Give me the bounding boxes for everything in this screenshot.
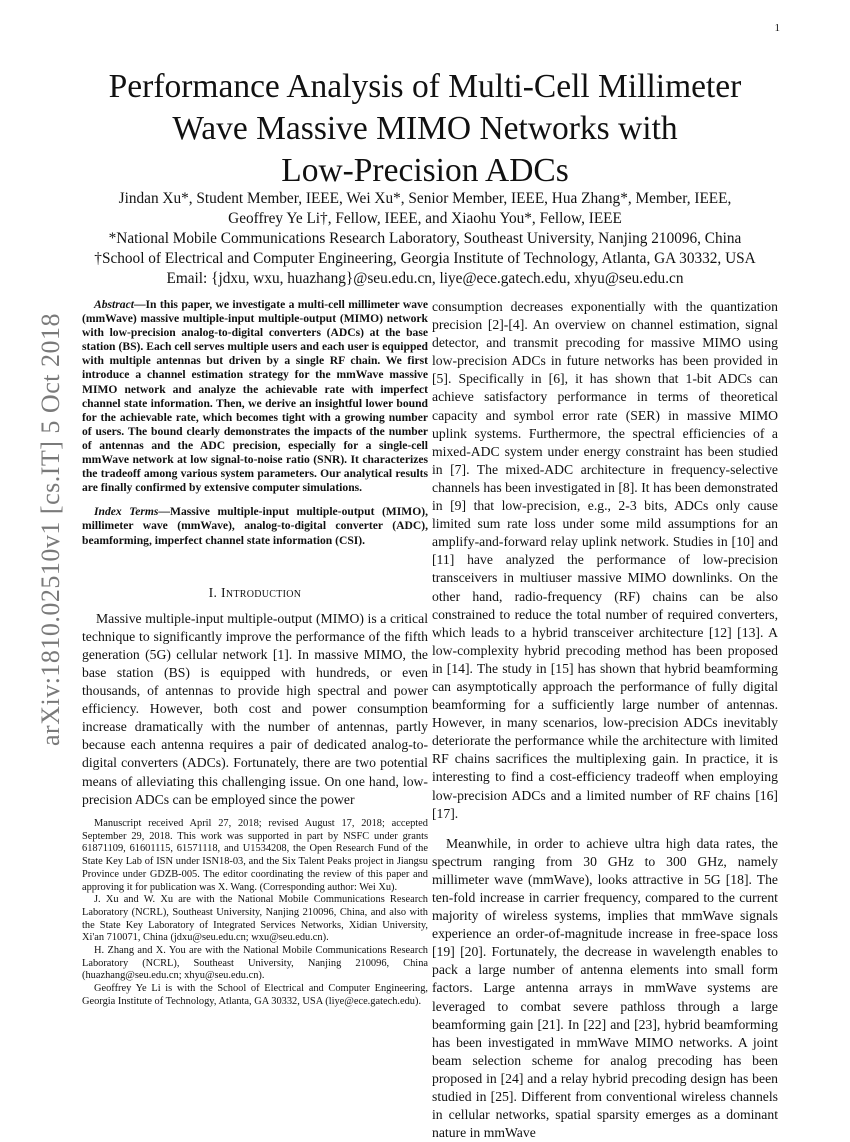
left-column	[82, 298, 428, 809]
abstract-text: —In this paper, we investigate a multi-cell millimeter wave (mmWave) massive multiple-input multiple-output (MIMO) network with low-precision analog-to-digital converters (ADCs) at the base station (BS). Each cell serves multiple users and each user is equipped with multiple antennas but driven by a single RF chain. We first introduce a channel estimation strategy for the mmWave massive MIMO network and analyze the achievable rate with imperfect channel state information. Then, we derive an insightful lower bound for the achievable rate, which becomes tight with a growing number of users. The bound clearly demonstrates the impacts of the number of antennas and the ADC precision, especially for a single-cell mmWave network at low signal-to-noise ratio (SNR). It characterizes the tradeoff among various system parameters. Our analytical results are finally confirmed by extensive computer simulations.	[82, 298, 428, 495]
arxiv-identifier: arXiv:1810.02510v1 [cs.IT] 5 Oct 2018	[36, 313, 65, 746]
author-line: Jindan Xu*, Student Member, IEEE, Wei Xu*, Senior Member, IEEE, Hua Zhang*, Member, IEEE,	[118, 190, 732, 207]
index-terms-label: Index Terms	[94, 505, 159, 519]
email-line: Email: {jdxu, wxu, huazhang}@seu.edu.cn, liye@ece.gatech.edu, xhyu@seu.edu.cn	[166, 270, 684, 287]
author-line: Geoffrey Ye Li†, Fellow, IEEE, and Xiaohu You*, Fellow, IEEE	[228, 210, 622, 227]
section-heading: I. Introduction	[208, 584, 302, 600]
body-paragraph: Meanwhile, in order to achieve ultra high data rates, the spectrum ranging from 30 GHz to 300 GHz, namely millimeter wave (mmWave), looks attractive in 5G [18]. The ten-fold increase in carrier frequency, compared to the current majority of wireless systems, implies that mmWave signals experience an order-of-magnitude increase in free-space loss [19] [20]. Fortunately, the decrease in wavelength enables to pack a large number of antenna elements into small form factors. Large antenna arrays in mmWave systems are leveraged to combat severe pathloss through a large beamforming gain [21]. In [22] and [23], hybrid beamforming has been investigated in mmWave MIMO networks. A joint beam selection scheme for analog precoding has been proposed in [24] and a relay hybrid precoding design has been studied in [25]. Different from conventional wireless channels in cellular networks, spatial sparsity emerges as a dominant nature in mmWave	[432, 835, 778, 1141]
index-terms	[82, 505, 428, 547]
author-block	[60, 189, 790, 289]
affiliation-line: †School of Electrical and Computer Engineering, Georgia Institute of Technology, Atlanta, GA 30332, USA	[94, 250, 756, 267]
footnote: J. Xu and W. Xu are with the National Mobile Communications Research Laboratory (NCRL), Southeast University, Nanjing 210096, China, and also with the State Key Laboratory of Integrated Services Networks, Xidian University, Xi'an 710071, China (jdxu@seu.edu.cn; wxu@seu.edu.cn).	[82, 894, 428, 944]
abstract-label: Abstract	[94, 298, 134, 311]
index-terms-text: —Massive multiple-input multiple-output (MIMO), millimeter wave (mmWave), analog-to-digital converter (ADC), beamforming, imperfect channel state information (CSI).	[82, 505, 428, 547]
page-number: 1	[774, 22, 780, 34]
body-paragraph: Massive multiple-input multiple-output (MIMO) is a critical technique to significantly improve the performance of the fifth generation (5G) cellular network [1]. In massive MIMO, the base station (BS) is equipped with hundreds, or even thousands, of antennas to provide high spectral and power efficiency. However, both cost and power consumption increase dramatically with the number of antennas, partly because each antenna requires a pair of dedicated analog-to-digital converters (ADCs). Fortunately, there are two potential means of alleviating this challenging issue. On one hand, low-precision ADCs can be employed since the power	[82, 610, 428, 807]
footnote: Manuscript received April 27, 2018; revised August 17, 2018; accepted September 29, 2018. This work was supported in part by NSFC under grants 61871109, 61601115, 61571118, and U1534208, the Open Research Fund of the State Key Lab of ISN under ISN18-03, and the Six Talent Peaks project in Jiangsu Province under GDZB-005. The editor coordinating the review of this paper and approving it for publication was X. Wang. (Corresponding author: Wei Xu).	[82, 818, 428, 893]
right-column	[432, 298, 778, 1142]
footnotes	[82, 818, 428, 1009]
paper-title	[60, 66, 790, 192]
affiliation-line: *National Mobile Communications Research Laboratory, Southeast University, Nanjing 210096, China	[108, 230, 742, 247]
abstract	[82, 298, 428, 495]
footnote: Geoffrey Ye Li is with the School of Electrical and Computer Engineering, Georgia Institute of Technology, Atlanta, GA 30332, USA (liye@ece.gatech.edu).	[82, 983, 428, 1007]
body-paragraph: consumption decreases exponentially with the quantization precision [2]-[4]. An overview on channel estimation, signal detector, and transmit precoding for massive MIMO using low-precision ADCs in future networks has been provided in [5]. Specifically in [6], it has shown that 1-bit ADCs can achieve satisfactory performance in terms of theoretical capacity and symbol error rate (SER) in massive MIMO uplink systems. Furthermore, the spectral efficiencies of a mixed-ADC system under energy constraint has been studied in [7]. The mixed-ADC architecture in frequency-selective channels has been investigated in [8]. It has been demonstrated in [9] that low-precision, e.g., 2-3 bits, ADCs only cause limited sum rate loss under some mild assumptions for an amplify-and-forward relay uplink network. Studies in [10] and [11] have analyzed the performance of low-precision transceivers in multiuser massive MIMO downlinks. On the other hand, radio-frequency (RF) chains can be also constrained to reduce the total number of required converters, which leads to a hybrid transceiver architecture [12] [13]. A low-complexity hybrid precoding method has been proposed in [14]. The study in [15] has shown that hybrid beamforming can asymptotically approach the performance of fully digital beamforming for a sufficiently large number of antennas. However, in many scenarios, low-precision ADCs inevitably deteriorate the performance while the architecture with limited RF chains sacrifices the multiplexing gain. In practice, it is interesting to find a cost-efficiency tradeoff when employing low-precision ADCs and a limited number of RF chains [16] [17].	[432, 299, 778, 821]
title-line: Performance Analysis of Multi-Cell Millimeter	[108, 68, 742, 105]
footnote: H. Zhang and X. You are with the National Mobile Communications Research Laboratory (NCRL), Southeast University, Nanjing 210096, China (huazhang@seu.edu.cn; xhyu@seu.edu.cn).	[82, 945, 428, 982]
title-line: Low-Precision ADCs	[281, 152, 569, 189]
title-line: Wave Massive MIMO Networks with	[172, 110, 678, 147]
